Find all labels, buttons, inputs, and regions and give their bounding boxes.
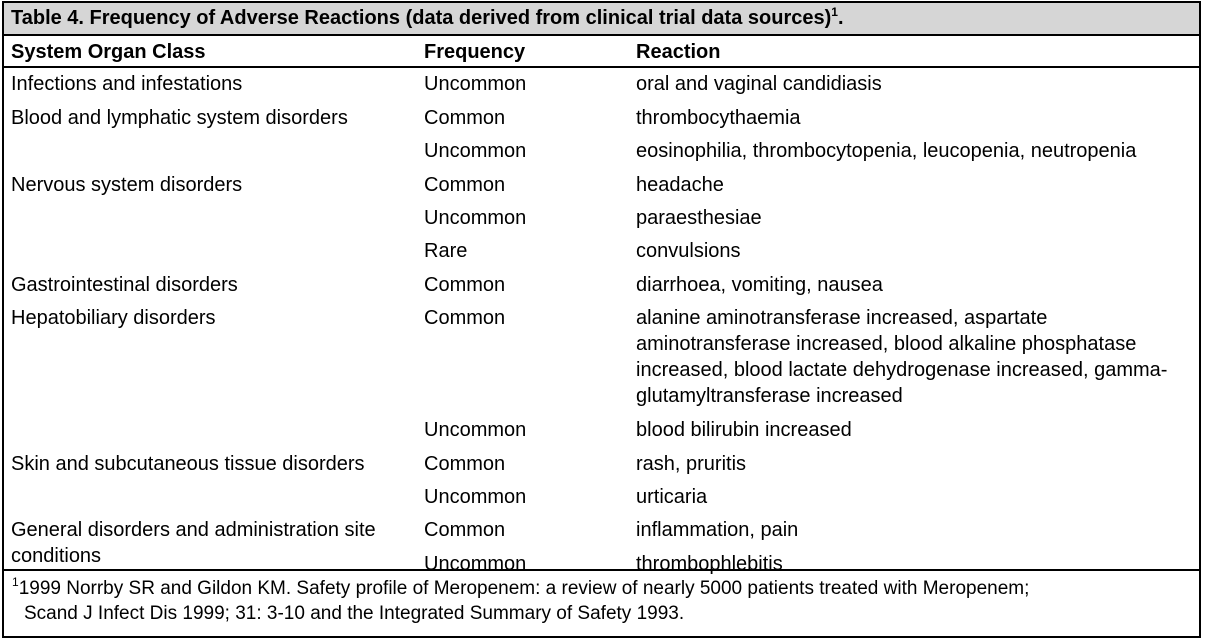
table-title	[4, 3, 1199, 36]
frequency-cell: Uncommon	[424, 73, 527, 95]
frequency-cell: Common	[424, 307, 506, 329]
footnote-text-1: 1999 Norrby SR and Gildon KM. Safety profile of Meropenem: a review of nearly 5000 patients treated with Meropenem;	[18, 578, 1030, 599]
frequency-cell: Common	[424, 519, 506, 541]
adverse-reactions-table	[2, 1, 1201, 638]
table-header-row	[4, 36, 1199, 68]
reaction-cell: alanine aminotransferase increased, aspartate aminotransferase increased, blood alkaline phosphatase increased, blood lactate dehydrogenase increased, gamma-glutamyltransferase increased	[636, 307, 1168, 407]
reaction-cell: inflammation, pain	[636, 519, 799, 541]
reaction-cell: urticaria	[636, 486, 708, 508]
header-reaction: Reaction	[636, 41, 721, 63]
frequency-cell: Uncommon	[424, 553, 527, 575]
reaction-cell: oral and vaginal candidiasis	[636, 73, 882, 95]
frequency-cell: Uncommon	[424, 419, 527, 441]
soc-cell: Gastrointestinal disorders	[11, 274, 238, 296]
frequency-cell: Uncommon	[424, 207, 527, 229]
soc-cell: Blood and lymphatic system disorders	[11, 107, 348, 129]
reaction-cell: paraesthesiae	[636, 207, 762, 229]
soc-cell: Infections and infestations	[11, 73, 243, 95]
frequency-cell: Common	[424, 107, 506, 129]
frequency-cell: Common	[424, 453, 506, 475]
soc-cell: Nervous system disorders	[11, 174, 243, 196]
reaction-cell: convulsions	[636, 240, 741, 262]
table-title-text: Table 4. Frequency of Adverse Reactions (data derived from clinical trial data sources)	[11, 7, 832, 29]
reaction-cell: thrombophlebitis	[636, 553, 783, 575]
frequency-cell: Common	[424, 274, 506, 296]
frequency-cell: Uncommon	[424, 140, 527, 162]
reaction-cell: diarrhoea, vomiting, nausea	[636, 274, 883, 296]
reaction-cell: blood bilirubin increased	[636, 419, 852, 441]
reaction-cell: headache	[636, 174, 724, 196]
reaction-cell: eosinophilia, thrombocytopenia, leucopenia, neutropenia	[636, 140, 1137, 162]
header-frequency: Frequency	[424, 41, 526, 63]
footnote-line-1	[12, 576, 1191, 601]
frequency-cell: Rare	[424, 240, 468, 262]
soc-cell: General disorders and administration site conditions	[11, 519, 376, 567]
footnote-line-2: Scand J Infect Dis 1999; 31: 3-10 and the Integrated Summary of Safety 1993.	[24, 603, 685, 624]
footnote-marker: 1	[12, 575, 19, 589]
reaction-cell: thrombocythaemia	[636, 107, 801, 129]
title-period: .	[837, 7, 844, 29]
header-system-organ-class: System Organ Class	[11, 41, 206, 63]
title-footnote-marker: 1	[831, 5, 838, 19]
frequency-cell: Common	[424, 174, 506, 196]
reaction-cell: rash, pruritis	[636, 453, 747, 475]
frequency-cell: Uncommon	[424, 486, 527, 508]
soc-cell: Skin and subcutaneous tissue disorders	[11, 453, 365, 475]
soc-cell: Hepatobiliary disorders	[11, 307, 216, 329]
table-body	[4, 68, 1199, 602]
table-footnote	[4, 569, 1199, 636]
